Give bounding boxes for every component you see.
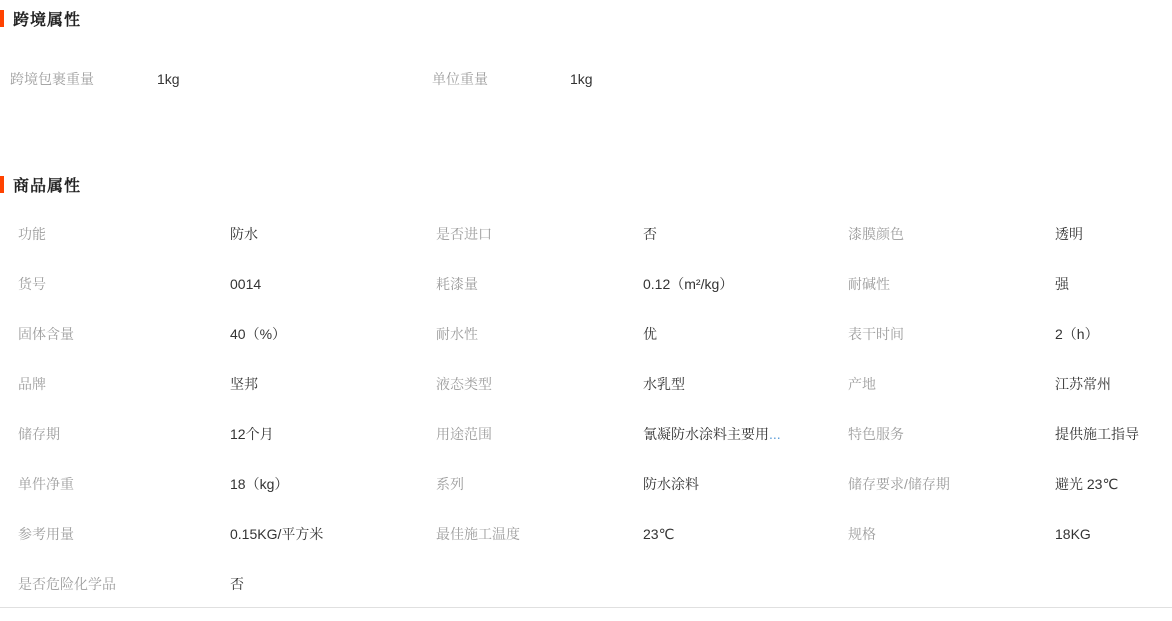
attr-item-paint-consumption — [418, 274, 830, 294]
attr-label: 单件净重 — [18, 476, 74, 492]
attr-table-row — [0, 409, 1172, 459]
attr-item-special-service — [830, 424, 1172, 444]
cross-border-section-title: 跨境属性 — [13, 12, 82, 29]
attr-value: 否 — [643, 226, 657, 242]
truncation-ellipsis: ... — [769, 426, 781, 442]
attr-value: 避光 23℃ — [1055, 476, 1119, 492]
attr-label: 固体含量 — [18, 326, 74, 342]
attr-value: 坚邦 — [230, 376, 258, 392]
attr-table-row — [0, 309, 1172, 359]
attr-label: 液态类型 — [436, 376, 492, 392]
attr-value: 12个月 — [230, 426, 274, 442]
attr-label: 耐水性 — [436, 326, 478, 342]
attr-label: 用途范围 — [436, 426, 492, 442]
attr-value: 否 — [230, 576, 244, 592]
section-accent-bar — [0, 10, 4, 27]
product-attr-table — [0, 209, 1172, 609]
attr-item-surface-dry-time — [830, 324, 1172, 344]
attr-value: 23℃ — [643, 525, 675, 542]
attr-item-liquid-type — [418, 374, 830, 394]
attr-value: 2（h） — [1055, 326, 1099, 342]
attr-item-function — [0, 224, 418, 244]
attr-value: 强 — [1055, 276, 1069, 292]
attr-label: 储存要求/储存期 — [848, 476, 950, 492]
product-section-title: 商品属性 — [13, 178, 82, 195]
attr-value: 优 — [643, 326, 657, 342]
attr-item-unit-weight — [432, 69, 854, 89]
cross-border-section-header — [0, 7, 1172, 30]
attr-item-specification — [830, 524, 1172, 544]
attr-value: 40（%） — [230, 326, 287, 342]
attr-value: 0.12（m²/kg） — [643, 276, 734, 292]
attr-label: 是否进口 — [436, 226, 492, 242]
attr-label: 系列 — [436, 476, 464, 492]
attr-label: 特色服务 — [848, 426, 904, 442]
attr-value: 1kg — [157, 71, 180, 87]
attr-label: 耐碱性 — [848, 276, 890, 292]
attr-table-row — [0, 359, 1172, 409]
attr-table-row — [0, 209, 1172, 259]
attr-label: 耗漆量 — [436, 276, 478, 292]
section-accent-bar — [0, 176, 4, 193]
attr-value: 氰凝防水涂料主要用 — [643, 426, 769, 442]
attr-item-imported — [418, 224, 830, 244]
attr-item-shelf-life — [0, 424, 418, 444]
attr-value: 1kg — [570, 71, 593, 87]
attr-item-water-resistance — [418, 324, 830, 344]
attr-label: 跨境包裹重量 — [10, 71, 94, 87]
attr-label: 功能 — [18, 226, 46, 242]
attr-label: 是否危险化学品 — [18, 576, 116, 592]
attr-item-origin — [830, 374, 1172, 394]
product-section-header — [0, 173, 1172, 196]
attr-value: 防水 — [230, 226, 258, 242]
attr-label: 规格 — [848, 526, 876, 542]
attr-table-row — [0, 259, 1172, 309]
attr-label: 最佳施工温度 — [436, 526, 520, 542]
attr-value: 18KG — [1055, 526, 1091, 542]
attr-value: 18（kg） — [230, 476, 289, 492]
attr-item-usage-scope — [418, 424, 830, 444]
attr-label: 单位重量 — [432, 71, 488, 87]
attr-value: 江苏常州 — [1055, 376, 1111, 392]
attr-item-storage-requirement — [830, 474, 1172, 494]
attr-item-reference-dosage — [0, 524, 418, 544]
attr-value: 透明 — [1055, 226, 1083, 242]
attr-item-film-color — [830, 224, 1172, 244]
attr-item-hazardous-chemical — [0, 574, 418, 594]
attr-table-row — [0, 509, 1172, 559]
attr-table-row — [0, 459, 1172, 509]
section-divider — [0, 607, 1172, 608]
attr-value: 水乳型 — [643, 376, 685, 392]
attr-item-solid-content — [0, 324, 418, 344]
attr-item-alkali-resistance — [830, 274, 1172, 294]
attr-value: 0.15KG/平方米 — [230, 526, 324, 542]
attr-value: 防水涂料 — [643, 476, 699, 492]
attr-label: 产地 — [848, 376, 876, 392]
attr-item-item-no — [0, 274, 418, 294]
attr-label: 参考用量 — [18, 526, 74, 542]
attr-label: 储存期 — [18, 426, 60, 442]
attr-item-best-construction-temp — [418, 524, 830, 544]
attr-item-package-weight — [10, 69, 432, 89]
attr-label: 货号 — [18, 276, 46, 292]
attr-label: 品牌 — [18, 376, 46, 392]
attr-value: 0014 — [230, 276, 262, 292]
attr-item-series — [418, 474, 830, 494]
attr-label: 表干时间 — [848, 326, 904, 342]
attr-value: 提供施工指导 — [1055, 426, 1139, 442]
attr-item-unit-net-weight — [0, 474, 418, 494]
attr-table-row — [0, 559, 1172, 609]
attr-label: 漆膜颜色 — [848, 226, 904, 242]
attr-item-brand — [0, 374, 418, 394]
cross-border-attr-row — [0, 69, 1172, 89]
